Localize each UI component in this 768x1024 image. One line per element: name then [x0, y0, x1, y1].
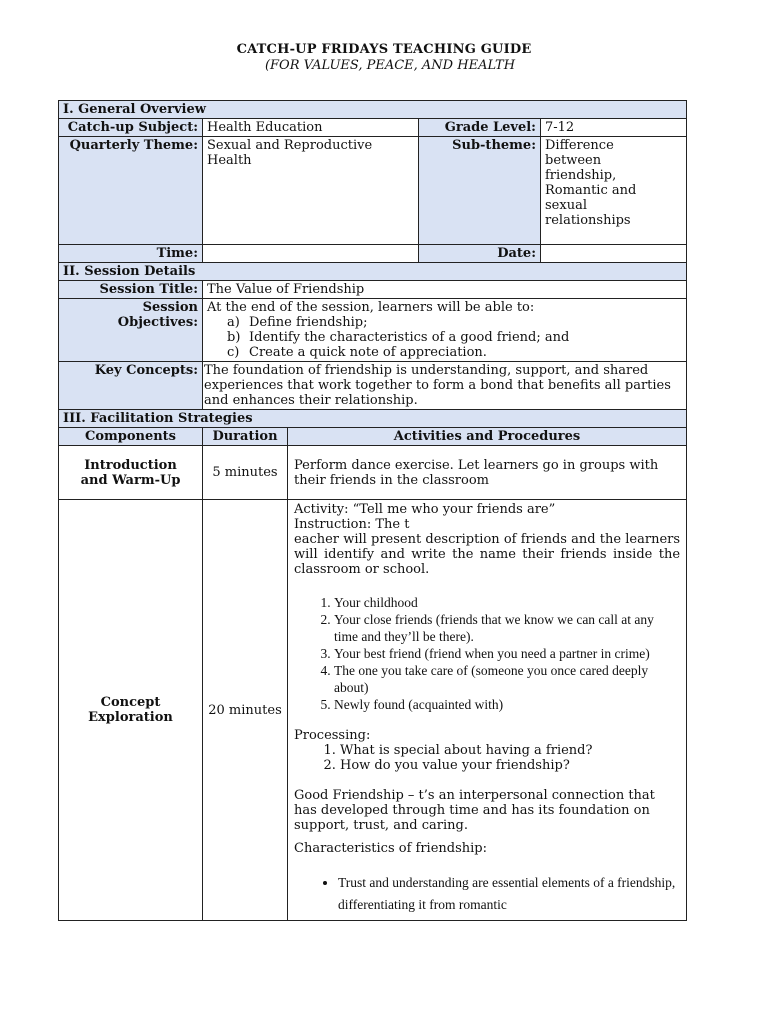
exploration-activities	[288, 500, 687, 921]
section-heading: III. Facilitation Strategies	[59, 410, 687, 428]
facilitation-columns	[59, 428, 687, 446]
objective-item: a) Define friendship;	[227, 315, 368, 330]
intro-duration: 5 minutes	[203, 446, 288, 500]
time-label: Time:	[59, 245, 203, 263]
key-concepts-value: The foundation of friendship is understanding, support, and shared experiences that work together to form a bond that benefits all parties and enhances their relationship.	[203, 362, 687, 410]
grade-value: 7-12	[541, 119, 687, 137]
processing-list	[294, 743, 680, 773]
theme-value: Sexual and Reproductive Health	[203, 137, 419, 245]
key-concepts-row	[59, 362, 687, 410]
exploration-duration: 20 minutes	[203, 500, 288, 921]
col-components: Components	[59, 428, 203, 446]
date-label: Date:	[419, 245, 541, 263]
section-heading: II. Session Details	[59, 263, 687, 281]
session-title-label: Session Title:	[59, 281, 203, 299]
characteristics-label: Characteristics of friendship:	[294, 841, 487, 856]
session-title-value: The Value of Friendship	[203, 281, 687, 299]
objective-item: b) Identify the characteristics of a good friend; and	[227, 330, 570, 345]
instruction-line: Instruction: The t	[294, 517, 410, 532]
instruction-text: eacher will present description of friends and the learners will identify and write the name their friends inside the classroom or school.	[294, 532, 681, 577]
list-item: 1. What is special about having a friend?	[340, 743, 680, 758]
subject-row	[59, 119, 687, 137]
list-item: 2. How do you value your friendship?	[340, 758, 680, 773]
theme-label: Quarterly Theme:	[59, 137, 203, 245]
processing-label: Processing:	[294, 728, 371, 743]
subtheme-label: Sub-theme:	[419, 137, 541, 245]
objective-item: c) Create a quick note of appreciation.	[227, 345, 487, 360]
exploration-component: Concept Exploration	[59, 500, 203, 921]
subtheme-value: Difference between friendship, Romantic and sexual relationships	[541, 137, 687, 245]
activity-title: Activity: “Tell me who your friends are”	[294, 502, 556, 517]
intro-component: Introduction and Warm-Up	[59, 446, 203, 500]
facilitation-header	[59, 410, 687, 428]
objectives-list	[207, 315, 682, 360]
subject-label: Catch-up Subject:	[59, 119, 203, 137]
section-heading: I. General Overview	[59, 101, 687, 119]
objectives-cell	[203, 299, 687, 362]
col-duration: Duration	[203, 428, 288, 446]
document-title: CATCH-UP FRIDAYS TEACHING GUIDE	[236, 42, 532, 57]
list-item: • Trust and understanding are essential elements of a friendship, differentiating it from romantic	[338, 872, 680, 916]
general-overview-header	[59, 101, 687, 119]
list-item: 3. Your best friend (friend when you need a partner in crime)	[334, 645, 680, 662]
exploration-row	[59, 500, 687, 921]
theme-row	[59, 137, 687, 245]
intro-row	[59, 446, 687, 500]
teaching-guide-table	[58, 100, 687, 921]
grade-label: Grade Level:	[419, 119, 541, 137]
time-date-row	[59, 245, 687, 263]
friends-list	[294, 594, 680, 713]
objectives-row	[59, 299, 687, 362]
list-item: 2. Your close friends (friends that we know we can call at any time and they’ll be there).	[334, 611, 680, 645]
date-value	[541, 245, 687, 263]
list-item: 5. Newly found (acquainted with)	[334, 696, 680, 713]
col-activities: Activities and Procedures	[288, 428, 687, 446]
intro-activity: Perform dance exercise. Let learners go in groups with their friends in the classroom	[288, 446, 687, 500]
session-details-header	[59, 263, 687, 281]
characteristics-list	[294, 872, 680, 916]
list-item: 1. Your childhood	[334, 594, 680, 611]
time-value	[203, 245, 419, 263]
objectives-label: Session Objectives:	[59, 299, 203, 362]
session-title-row	[59, 281, 687, 299]
objectives-intro: At the end of the session, learners will be able to:	[207, 300, 535, 315]
list-item: 4. The one you take care of (someone you once cared deeply about)	[334, 662, 680, 696]
document-subtitle: (FOR VALUES, PEACE, AND HEALTH	[264, 58, 516, 73]
key-concepts-label: Key Concepts:	[59, 362, 203, 410]
subject-value: Health Education	[203, 119, 419, 137]
good-friendship-text: Good Friendship – t’s an interpersonal connection that has developed through time and has its foundation on support, trust, and caring.	[294, 788, 655, 833]
